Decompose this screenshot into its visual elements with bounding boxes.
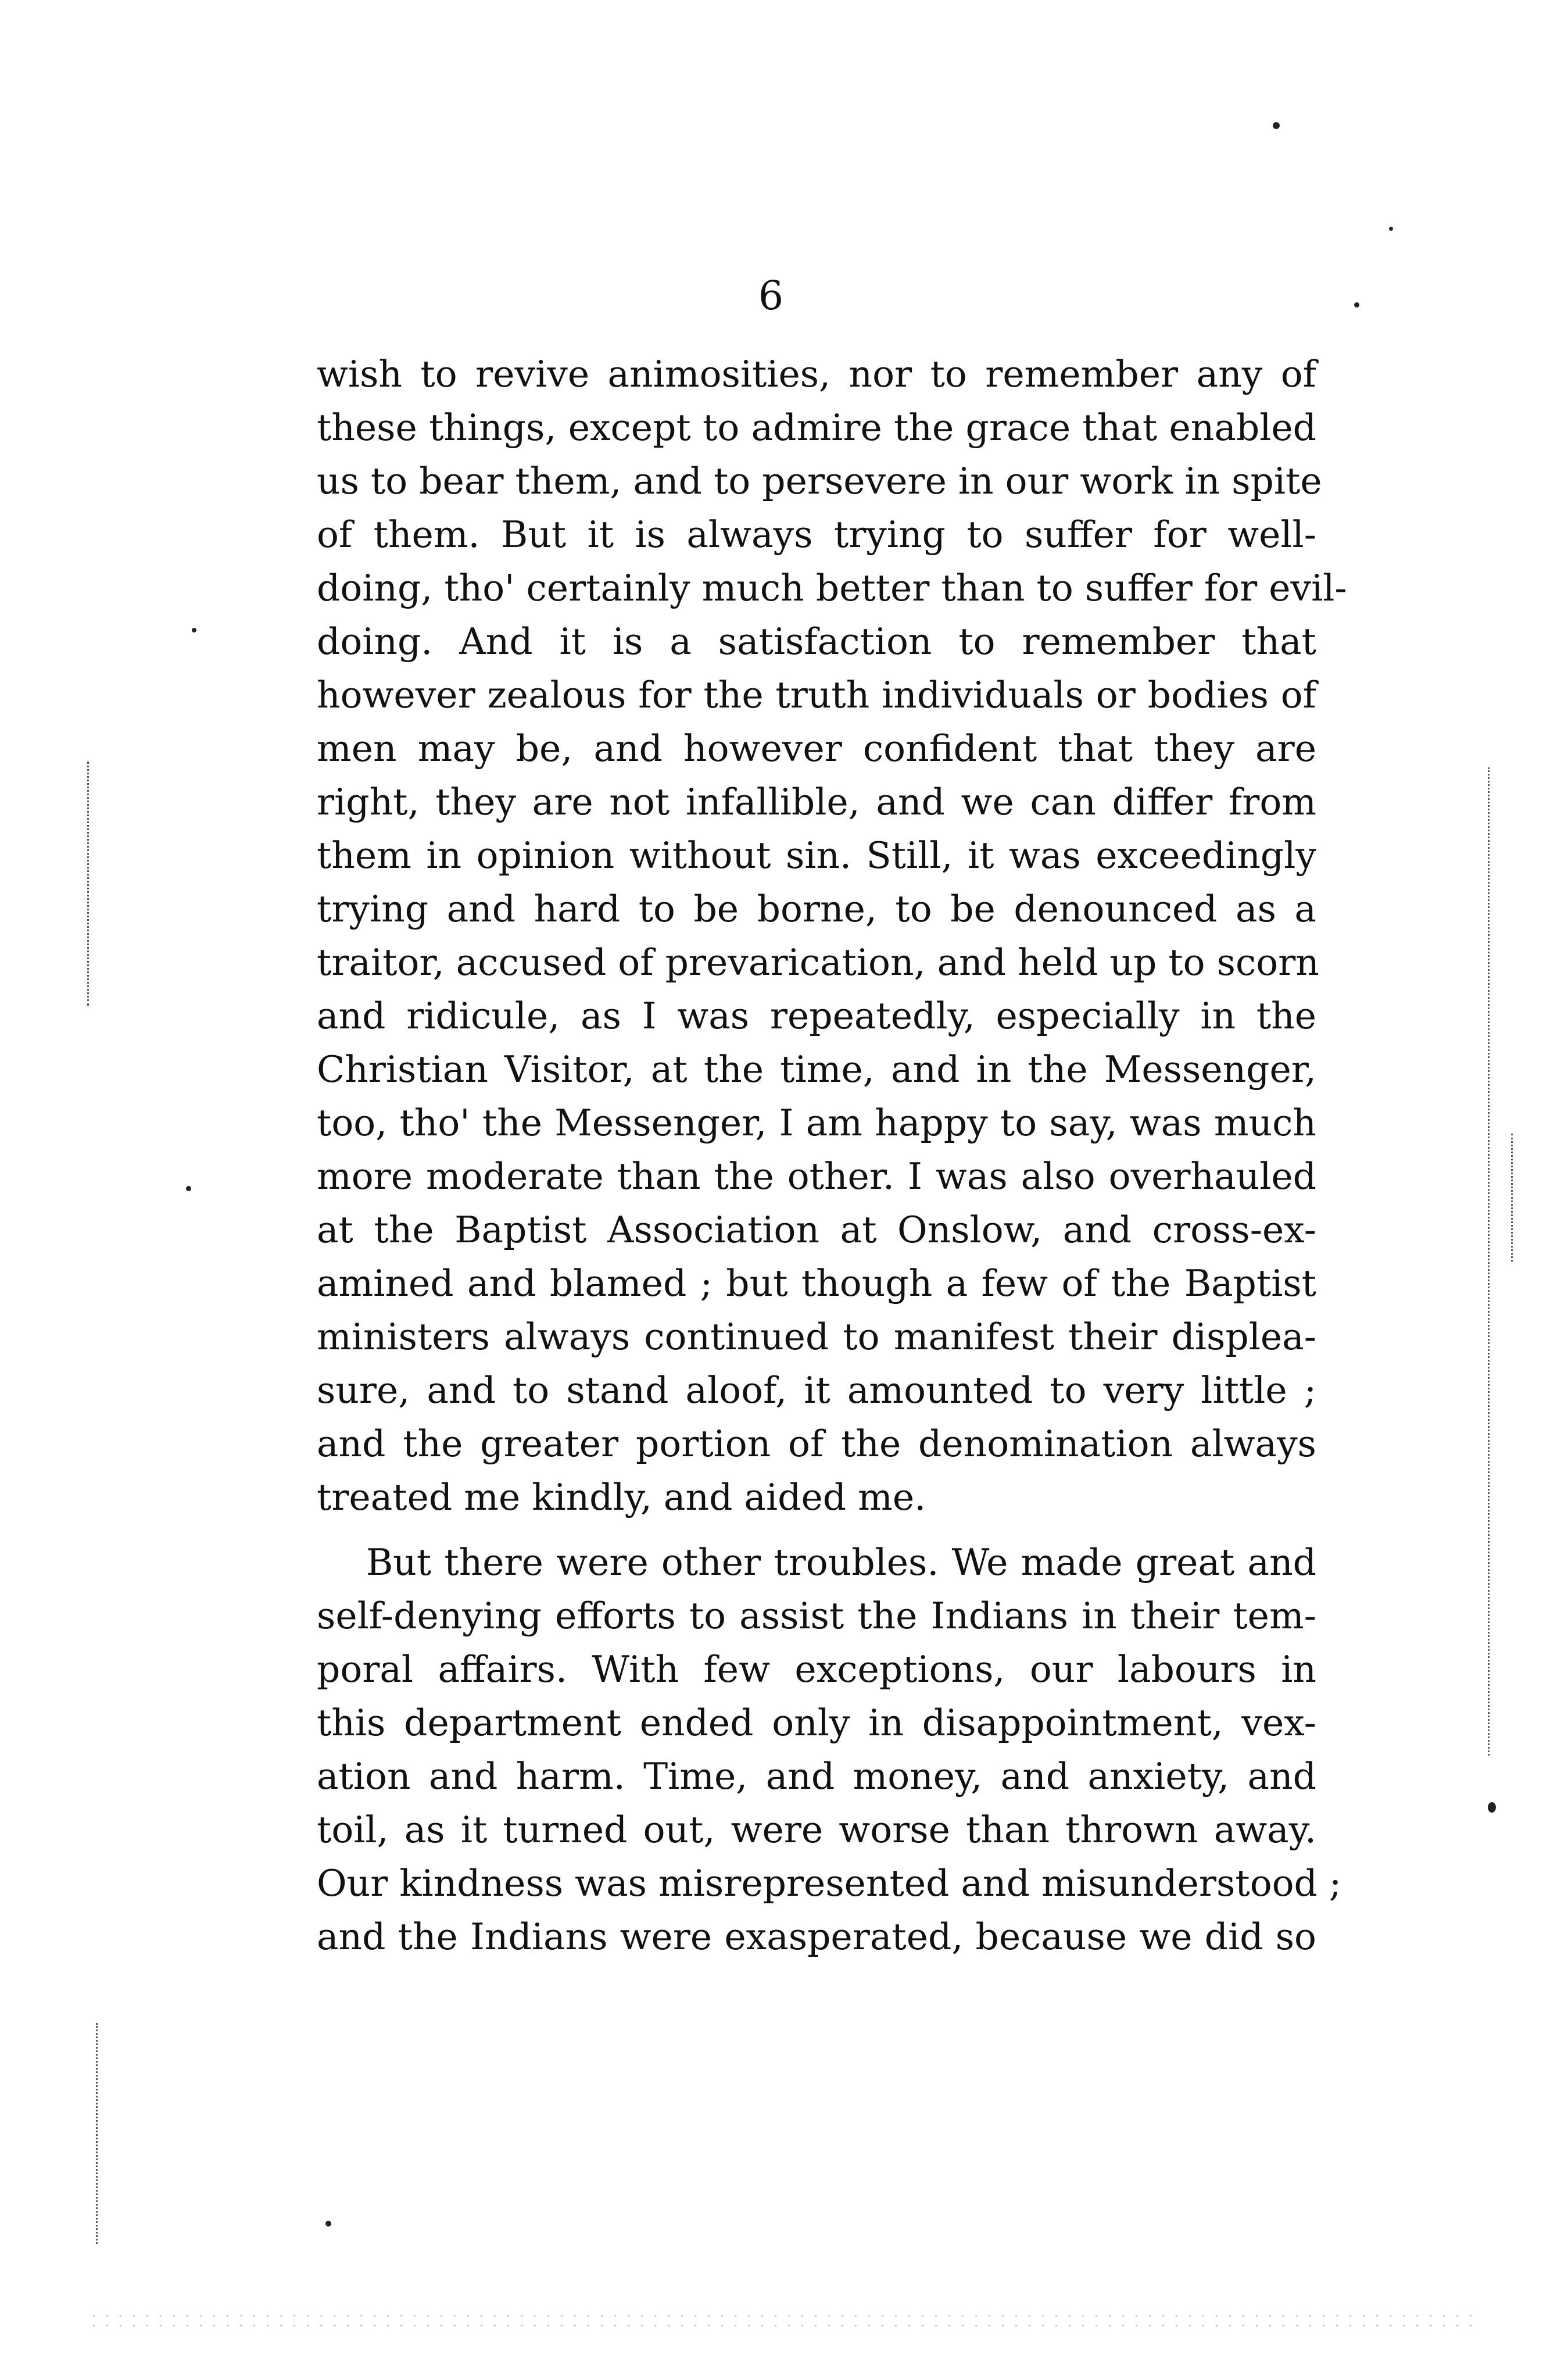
margin-mark <box>96 2023 98 2244</box>
text-line: this department ended only in disappointment, vex- <box>317 1702 1316 1744</box>
text-line: these things, except to admire the grace that enabled <box>317 406 1316 449</box>
text-line: ministers always continued to manifest their displea- <box>317 1316 1316 1358</box>
text-line: doing. And it is a satisfaction to remember that <box>317 620 1316 663</box>
body-text <box>317 348 1347 1964</box>
text-line: of them. But it is always trying to suffer for well- <box>317 513 1316 556</box>
scan-speck <box>1488 1802 1496 1813</box>
text-line: trying and hard to be borne, to be denounced as a <box>317 888 1316 930</box>
margin-mark <box>87 762 89 1006</box>
margin-mark <box>1511 1134 1513 1262</box>
text-line: toil, as it turned out, were worse than thrown away. <box>317 1809 1316 1851</box>
scan-speck <box>186 1186 191 1191</box>
scan-speck <box>325 2221 331 2227</box>
scan-speck <box>1273 122 1280 129</box>
text-line: men may be, and however confident that they are <box>317 727 1316 770</box>
scan-speck <box>1389 227 1393 231</box>
text-line: poral affairs. With few exceptions, our labours in <box>317 1648 1316 1691</box>
text-line: But there were other troubles. We made great and <box>366 1541 1316 1584</box>
text-line: at the Baptist Association at Onslow, and cross-ex- <box>317 1209 1316 1251</box>
text-line: traitor, accused of prevarication, and held up to scorn <box>317 941 1319 984</box>
text-line: and ridicule, as I was repeatedly, especially in the <box>317 995 1316 1037</box>
page-number: 6 <box>758 273 785 319</box>
text-line: ation and harm. Time, and money, and anxiety, and <box>317 1755 1316 1797</box>
text-line: Christian Visitor, at the time, and in the Messenger, <box>317 1048 1316 1091</box>
text-line: right, they are not infallible, and we can differ from <box>317 781 1316 823</box>
scan-speck <box>1354 302 1359 308</box>
text-line: and the Indians were exasperated, because we did so <box>317 1916 1316 1958</box>
paragraph-gap <box>317 1524 1316 1536</box>
text-line: too, tho' the Messenger, I am happy to say, was much <box>317 1102 1316 1144</box>
scan-noise <box>87 2311 1482 2334</box>
text-line: self-denying efforts to assist the Indians in their tem- <box>317 1595 1316 1637</box>
text-line: doing, tho' certainly much better than to suffer for evil- <box>317 567 1347 609</box>
text-line: wish to revive animosities, nor to remember any of <box>317 353 1316 395</box>
text-line: us to bear them, and to persevere in our work in spite <box>317 460 1322 502</box>
margin-mark <box>1488 767 1490 1756</box>
text-line: however zealous for the truth individuals or bodies of <box>317 674 1316 716</box>
text-line: them in opinion without sin. Still, it was exceedingly <box>317 834 1316 877</box>
text-line: sure, and to stand aloof, it amounted to very little ; <box>317 1369 1316 1411</box>
text-line: amined and blamed ; but though a few of the Baptist <box>317 1262 1316 1305</box>
text-line: treated me kindly, and aided me. <box>317 1476 926 1518</box>
scan-speck <box>192 628 196 632</box>
text-line: and the greater portion of the denomination always <box>317 1423 1316 1465</box>
text-line: more moderate than the other. I was also overhauled <box>317 1155 1316 1198</box>
text-line: Our kindness was misrepresented and misunderstood ; <box>317 1862 1342 1904</box>
